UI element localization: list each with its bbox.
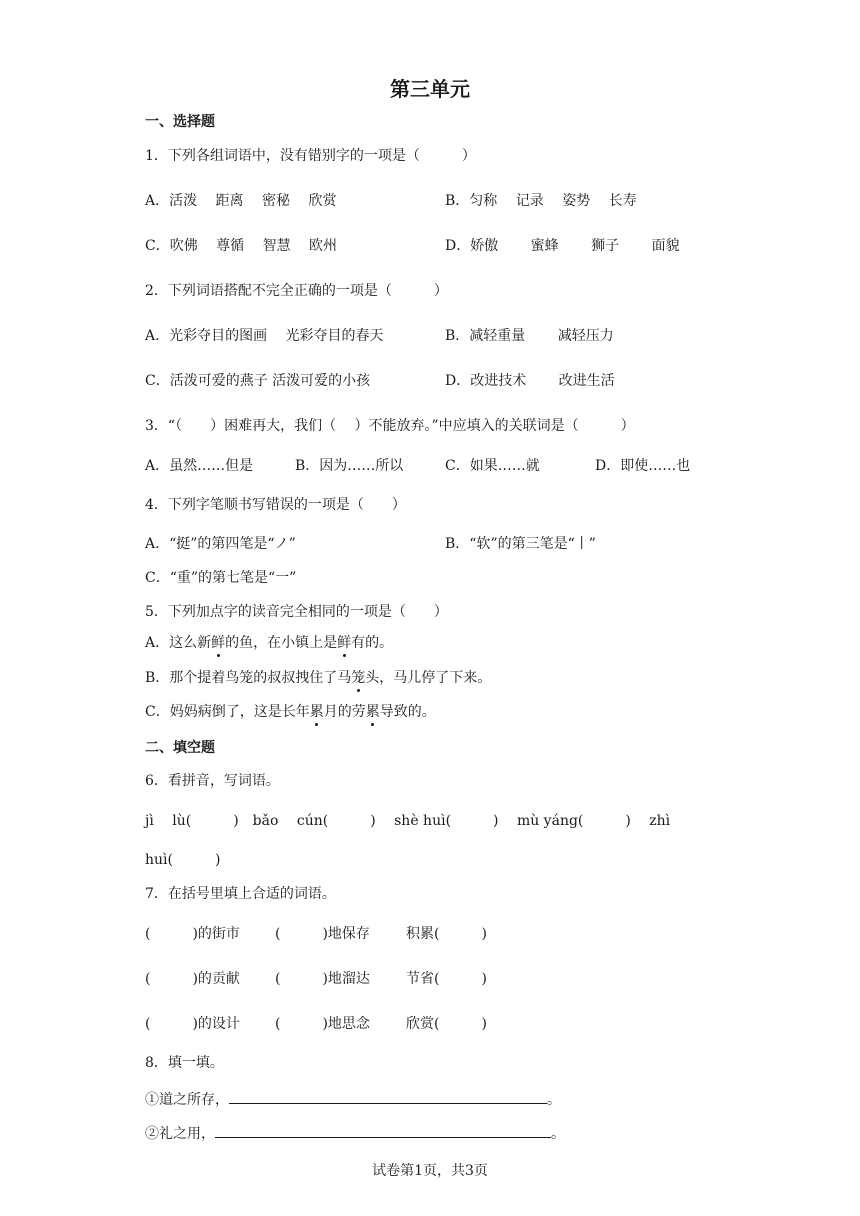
question-4-option-a: A．“挺”的第四笔是“ノ” <box>145 536 296 552</box>
question-3-option-c: C．如果……就 <box>445 458 540 474</box>
answer-blank-1[interactable] <box>229 1089 547 1104</box>
question-1-option-b: B．匀称 记录 姿势 长寿 <box>445 193 637 209</box>
question-6-stem: 6．看拼音，写词语。 <box>145 773 280 789</box>
question-4-option-b: B．“软”的第三笔是“丨” <box>445 536 596 552</box>
question-2-stem: 2．下列词语搭配不完全正确的一项是（ ） <box>145 283 448 299</box>
question-3-option-a: A．虽然……但是 <box>145 458 254 474</box>
question-2-option-c: C．活泼可爱的燕子 活泼可爱的小孩 <box>145 373 371 389</box>
fill-row-1-col-3: 积累( ) <box>406 926 487 942</box>
question-5-stem: 5．下列加点字的读音完全相同的一项是（ ） <box>145 604 448 620</box>
option-text: 导致的。 <box>379 704 436 720</box>
option-text: 的鱼，在小镇上是 <box>225 635 338 651</box>
fill-line-end: 。 <box>551 1126 565 1142</box>
question-3-stem: 3．“（ ）困难再大，我们（ ）不能放弃。”中应填入的关联词是（ ） <box>145 418 635 434</box>
question-5-option-a <box>145 634 393 652</box>
question-2-option-a: A．光彩夺目的图画 光彩夺目的春天 <box>145 328 384 344</box>
pinyin-line-1: jì lù( ) bǎo cún( ) shè huì( ) mù yáng( ) zhì <box>145 813 671 829</box>
question-4-stem: 4．下列字笔顺书写错误的一项是（ ） <box>145 497 406 513</box>
fill-line-1 <box>145 1089 561 1109</box>
fill-line-2 <box>145 1123 565 1143</box>
fill-row-1-col-2: ( )地保存 <box>275 926 370 942</box>
question-8-stem: 8．填一填。 <box>145 1055 224 1071</box>
fill-row-1-col-1: ( )的街市 <box>145 926 240 942</box>
question-1-option-a: A．活泼 距离 密秘 欣赏 <box>145 193 337 209</box>
question-4-option-c: C．“重”的第七笔是“一” <box>145 570 297 586</box>
fill-line-label: ②礼之用， <box>145 1126 215 1142</box>
page-footer: 试卷第1页，共3页 <box>372 1163 488 1179</box>
dotted-char: 鲜 <box>337 635 352 651</box>
question-1-option-d: D．娇傲 蜜蜂 狮子 面貌 <box>445 238 680 254</box>
option-text: 月的劳 <box>323 704 366 720</box>
question-2-option-b: B．减轻重量 减轻压力 <box>445 328 614 344</box>
fill-row-2-col-3: 节省( ) <box>406 971 487 987</box>
dotted-char: 累 <box>365 704 380 720</box>
dotted-char: 累 <box>309 704 324 720</box>
question-3-option-b: B．因为……所以 <box>295 458 404 474</box>
section-heading-fill: 二、填空题 <box>145 740 215 756</box>
fill-row-3-col-2: ( )地思念 <box>275 1016 370 1032</box>
option-text: B．那个提着鸟笼的叔叔拽住了马 <box>145 670 352 686</box>
question-3-option-d: D．即使……也 <box>595 458 691 474</box>
dotted-char: 笼 <box>351 670 366 686</box>
answer-blank-2[interactable] <box>215 1123 551 1138</box>
option-text: A．这么新 <box>145 635 212 651</box>
dotted-char: 鲜 <box>211 635 226 651</box>
question-2-option-d: D．改进技术 改进生活 <box>445 373 615 389</box>
fill-row-2-col-2: ( )地溜达 <box>275 971 370 987</box>
question-5-option-c <box>145 703 436 721</box>
option-text: C．妈妈病倒了，这是长年 <box>145 704 310 720</box>
pinyin-line-2: huì( ) <box>145 852 221 868</box>
fill-line-label: ①道之所存， <box>145 1092 229 1108</box>
question-1-option-c: C．吹佛 尊循 智慧 欧州 <box>145 238 338 254</box>
fill-row-3-col-3: 欣赏( ) <box>406 1016 487 1032</box>
question-1-stem: 1．下列各组词语中，没有错别字的一项是（ ） <box>145 148 476 164</box>
option-text: 头，马儿停了下来。 <box>365 670 492 686</box>
fill-line-end: 。 <box>547 1092 561 1108</box>
page-title: 第三单元 <box>390 77 470 101</box>
fill-row-2-col-1: ( )的贡献 <box>145 971 240 987</box>
question-7-stem: 7．在括号里填上合适的词语。 <box>145 886 336 902</box>
option-text: 有的。 <box>351 635 394 651</box>
question-5-option-b <box>145 669 491 687</box>
fill-row-3-col-1: ( )的设计 <box>145 1016 240 1032</box>
section-heading-choice: 一、选择题 <box>145 114 215 130</box>
